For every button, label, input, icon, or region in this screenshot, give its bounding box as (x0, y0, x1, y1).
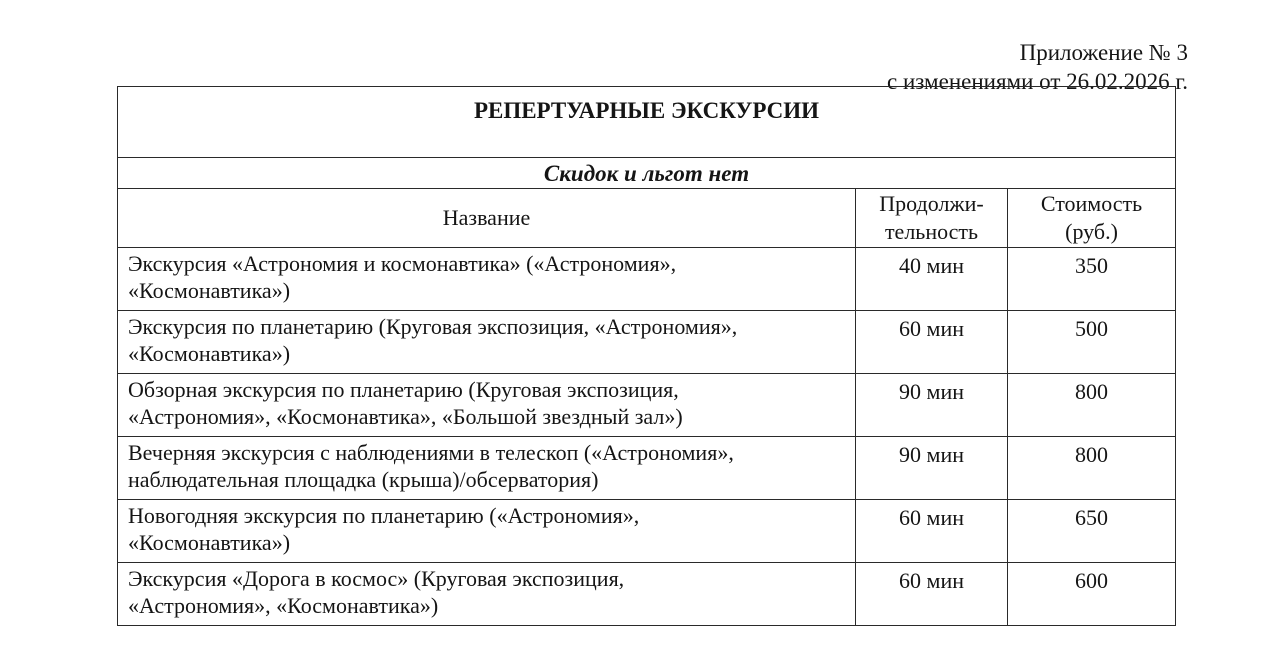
excursion-name-line1: Новогодняя экскурсия по планетарию («Астрономия», (128, 503, 640, 528)
discount-note: Скидок и льгот нет (118, 158, 1176, 189)
excursion-price: 800 (1008, 437, 1176, 500)
column-header-duration (856, 189, 1008, 248)
column-header-name: Название (118, 189, 856, 248)
excursion-name-line2: «Астрономия», «Космонавтика») (128, 593, 439, 618)
table-row (118, 500, 1176, 563)
column-header-price-line2: (руб.) (1065, 219, 1118, 244)
excursion-price: 650 (1008, 500, 1176, 563)
excursion-name-line1: Экскурсия «Дорога в космос» (Круговая экспозиция, (128, 566, 625, 591)
excursion-duration: 60 мин (856, 563, 1008, 626)
column-header-duration-line2: тельность (884, 219, 979, 244)
excursion-price: 500 (1008, 311, 1176, 374)
excursion-duration: 60 мин (856, 500, 1008, 563)
appendix-number: Приложение № 3 (1019, 40, 1188, 65)
excursion-name (118, 311, 856, 374)
table-row (118, 437, 1176, 500)
excursion-name (118, 437, 856, 500)
excursion-name (118, 563, 856, 626)
column-header-price (1008, 189, 1176, 248)
column-header-price-line1: Стоимость (1040, 191, 1143, 216)
column-header-row (118, 189, 1176, 248)
excursion-name-line1: Вечерняя экскурсия с наблюдениями в телескоп («Астрономия», (128, 440, 734, 465)
excursion-name-line1: Экскурсия по планетарию (Круговая экспозиция, «Астрономия», (128, 314, 738, 339)
excursion-duration: 40 мин (856, 248, 1008, 311)
table-row (118, 248, 1176, 311)
table-title-row (118, 87, 1176, 158)
excursion-name (118, 374, 856, 437)
excursion-name-line2: «Астрономия», «Космонавтика», «Большой звездный зал») (128, 404, 683, 429)
appendix-revision-date: с изменениями от 26.02.2026 г. (887, 69, 1188, 94)
excursion-price: 350 (1008, 248, 1176, 311)
excursion-name-line2: наблюдательная площадка (крыша)/обсерватория) (128, 467, 599, 492)
excursion-name (118, 500, 856, 563)
discount-note-row (118, 158, 1176, 189)
table-row (118, 311, 1176, 374)
excursion-duration: 60 мин (856, 311, 1008, 374)
excursion-price: 600 (1008, 563, 1176, 626)
excursion-duration: 90 мин (856, 374, 1008, 437)
excursion-name-line2: «Космонавтика») (128, 530, 291, 555)
excursion-name-line2: «Космонавтика») (128, 341, 291, 366)
excursion-duration: 90 мин (856, 437, 1008, 500)
excursion-name-line1: Обзорная экскурсия по планетарию (Круговая экспозиция, (128, 377, 679, 402)
table-row (118, 563, 1176, 626)
excursion-name (118, 248, 856, 311)
excursion-name-line1: Экскурсия «Астрономия и космонавтика» («Астрономия», (128, 251, 677, 276)
excursions-table (117, 86, 1176, 626)
column-header-duration-line1: Продолжи- (879, 191, 984, 216)
excursion-name-line2: «Космонавтика») (128, 278, 291, 303)
table-title: РЕПЕРТУАРНЫЕ ЭКСКУРСИИ (118, 87, 1176, 158)
excursion-price: 800 (1008, 374, 1176, 437)
table-row (118, 374, 1176, 437)
